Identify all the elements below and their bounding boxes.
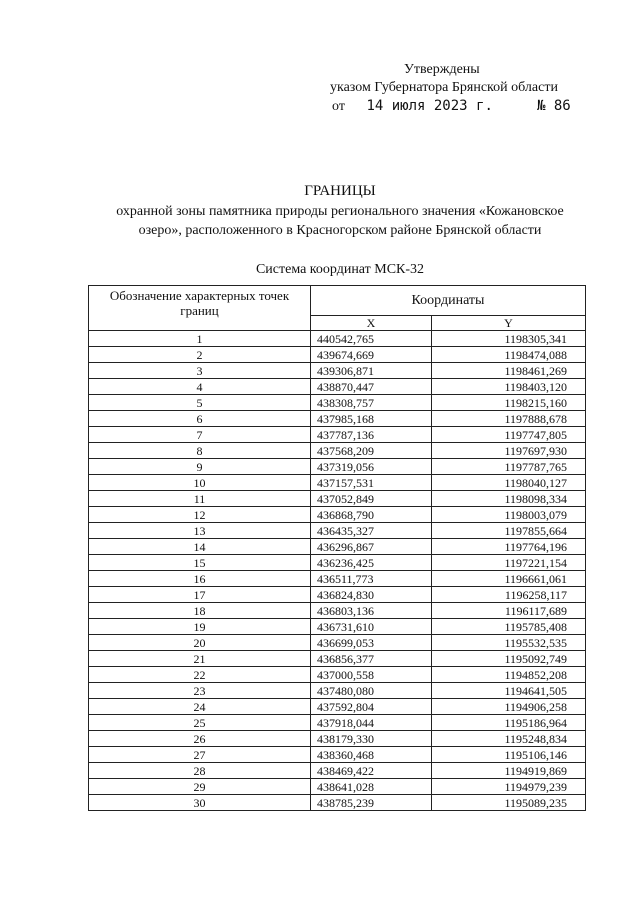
point-number: 4 [89, 379, 311, 395]
approval-date: 14 июля 2023 г. [366, 98, 493, 114]
document-subtitle-line1: охранной зоны памятника природы регионального значения «Кожановское [116, 204, 564, 219]
table-row [89, 491, 586, 507]
coord-y: 1195248,834 [432, 731, 586, 747]
coord-x: 436731,610 [311, 619, 432, 635]
coord-y: 1196258,117 [432, 587, 586, 603]
approval-date-line [300, 97, 590, 116]
coord-x: 438179,330 [311, 731, 432, 747]
coord-x: 437787,136 [311, 427, 432, 443]
point-number: 27 [89, 747, 311, 763]
coord-x: 436296,867 [311, 539, 432, 555]
coord-x: 438785,239 [311, 795, 432, 811]
coord-x: 439306,871 [311, 363, 432, 379]
coord-y: 1194906,258 [432, 699, 586, 715]
header-x: X [311, 316, 432, 331]
coord-y: 1195089,235 [432, 795, 586, 811]
header-point-name: Обозначение характерных точек границ [89, 286, 311, 331]
coord-y: 1194852,208 [432, 667, 586, 683]
coord-x: 436699,053 [311, 635, 432, 651]
table-row [89, 587, 586, 603]
table-row [89, 523, 586, 539]
coord-y: 1198040,127 [432, 475, 586, 491]
header-y: Y [432, 316, 586, 331]
coord-y: 1198474,088 [432, 347, 586, 363]
coord-y: 1198403,120 [432, 379, 586, 395]
point-number: 22 [89, 667, 311, 683]
coord-x: 436868,790 [311, 507, 432, 523]
coord-x: 437157,531 [311, 475, 432, 491]
point-number: 20 [89, 635, 311, 651]
coord-y: 1198461,269 [432, 363, 586, 379]
table-row [89, 427, 586, 443]
point-number: 18 [89, 603, 311, 619]
coord-y: 1195532,535 [432, 635, 586, 651]
point-number: 6 [89, 411, 311, 427]
coord-x: 439674,669 [311, 347, 432, 363]
coord-y: 1194641,505 [432, 683, 586, 699]
point-number: 29 [89, 779, 311, 795]
table-row [89, 331, 586, 347]
coord-y: 1197888,678 [432, 411, 586, 427]
coord-x: 437480,080 [311, 683, 432, 699]
table-row [89, 795, 586, 811]
coord-y: 1194979,239 [432, 779, 586, 795]
point-number: 24 [89, 699, 311, 715]
table-row [89, 667, 586, 683]
table-row [89, 459, 586, 475]
table-row [89, 363, 586, 379]
coord-y: 1195106,146 [432, 747, 586, 763]
point-number: 5 [89, 395, 311, 411]
table-row [89, 475, 586, 491]
point-number: 3 [89, 363, 311, 379]
table-row [89, 411, 586, 427]
coord-x: 436435,327 [311, 523, 432, 539]
coord-x: 438870,447 [311, 379, 432, 395]
coord-x: 436856,377 [311, 651, 432, 667]
table-header-row [89, 286, 586, 316]
coord-x: 436803,136 [311, 603, 432, 619]
table-body [89, 331, 586, 811]
point-number: 17 [89, 587, 311, 603]
from-label: от [332, 99, 345, 114]
coord-y: 1198215,160 [432, 395, 586, 411]
point-number: 19 [89, 619, 311, 635]
point-number: 23 [89, 683, 311, 699]
coord-y: 1197697,930 [432, 443, 586, 459]
coord-x: 437592,804 [311, 699, 432, 715]
document-heading [60, 182, 620, 279]
point-number: 25 [89, 715, 311, 731]
header-coordinates: Координаты [311, 286, 586, 316]
document-title: ГРАНИЦЫ [304, 183, 376, 199]
point-number: 12 [89, 507, 311, 523]
point-number: 1 [89, 331, 311, 347]
table-row [89, 443, 586, 459]
coord-y: 1194919,869 [432, 763, 586, 779]
coord-x: 438308,757 [311, 395, 432, 411]
coord-y: 1197855,664 [432, 523, 586, 539]
coord-x: 436236,425 [311, 555, 432, 571]
point-number: 21 [89, 651, 311, 667]
coord-x: 438360,468 [311, 747, 432, 763]
coord-x: 436824,830 [311, 587, 432, 603]
coord-x: 436511,773 [311, 571, 432, 587]
coord-x: 438641,028 [311, 779, 432, 795]
coord-y: 1195186,964 [432, 715, 586, 731]
point-number: 10 [89, 475, 311, 491]
coord-x: 437985,168 [311, 411, 432, 427]
coord-x: 438469,422 [311, 763, 432, 779]
approval-stamp [300, 61, 590, 116]
table-row [89, 779, 586, 795]
table-row [89, 379, 586, 395]
coord-y: 1196117,689 [432, 603, 586, 619]
table-row [89, 731, 586, 747]
point-number: 15 [89, 555, 311, 571]
table-row [89, 507, 586, 523]
coord-y: 1197787,765 [432, 459, 586, 475]
approval-line1: Утверждены [404, 62, 480, 77]
coord-x: 440542,765 [311, 331, 432, 347]
table-row [89, 539, 586, 555]
document-subtitle-line2: озеро», расположенного в Красногорском районе Брянской области [138, 223, 542, 238]
table-row [89, 619, 586, 635]
point-number: 7 [89, 427, 311, 443]
coordinates-table [88, 285, 586, 811]
coord-y: 1195092,749 [432, 651, 586, 667]
table-row [89, 395, 586, 411]
coord-y: 1197764,196 [432, 539, 586, 555]
coord-y: 1198305,341 [432, 331, 586, 347]
point-number: 14 [89, 539, 311, 555]
coord-y: 1198003,079 [432, 507, 586, 523]
point-number: 9 [89, 459, 311, 475]
coord-x: 437052,849 [311, 491, 432, 507]
point-number: 30 [89, 795, 311, 811]
coord-x: 437918,044 [311, 715, 432, 731]
point-number: 16 [89, 571, 311, 587]
table-row [89, 603, 586, 619]
table-row [89, 683, 586, 699]
coord-y: 1198098,334 [432, 491, 586, 507]
coord-y: 1197747,805 [432, 427, 586, 443]
table-row [89, 747, 586, 763]
point-number: 11 [89, 491, 311, 507]
table-row [89, 763, 586, 779]
coord-y: 1197221,154 [432, 555, 586, 571]
table-row [89, 635, 586, 651]
coord-x: 437000,558 [311, 667, 432, 683]
point-number: 28 [89, 763, 311, 779]
point-number: 2 [89, 347, 311, 363]
table-row [89, 699, 586, 715]
approval-number: № 86 [537, 98, 571, 114]
table-row [89, 347, 586, 363]
table-row [89, 571, 586, 587]
point-number: 26 [89, 731, 311, 747]
coord-x: 437319,056 [311, 459, 432, 475]
table-row [89, 651, 586, 667]
point-number: 13 [89, 523, 311, 539]
table-row [89, 555, 586, 571]
table-row [89, 715, 586, 731]
approval-line2: указом Губернатора Брянской области [330, 80, 558, 95]
coordinate-system: Система координат МСК-32 [255, 262, 425, 277]
coord-y: 1196661,061 [432, 571, 586, 587]
coord-x: 437568,209 [311, 443, 432, 459]
point-number: 8 [89, 443, 311, 459]
coord-y: 1195785,408 [432, 619, 586, 635]
